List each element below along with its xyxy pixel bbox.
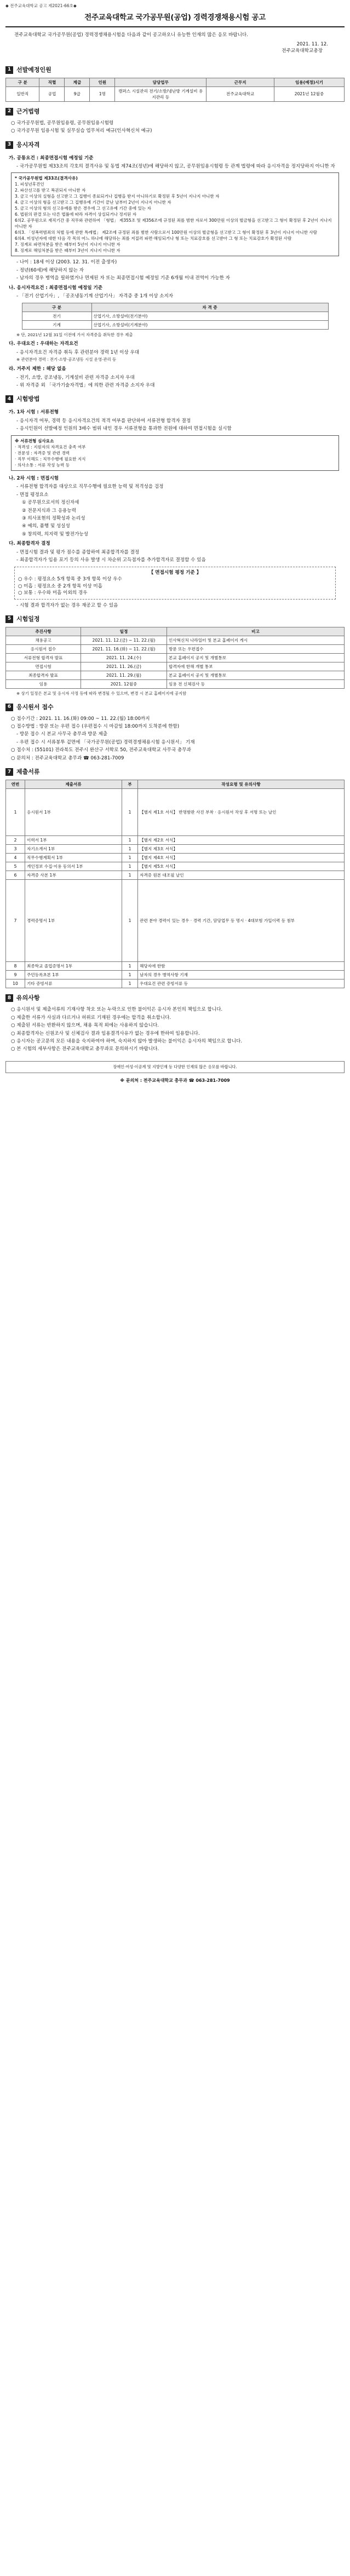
table-header: 자 격 증 (91, 303, 328, 312)
section-title: 응시원서 접수 (16, 703, 54, 711)
table-cell: 자격증 원본 대조필 날인 (138, 871, 345, 880)
note-item: ○ 제출된 서류는 반환하지 않으며, 채용 목적 외에는 사용하지 않습니다. (11, 1023, 159, 1029)
issuer: 전주교육대학교총장 (282, 48, 323, 54)
table-cell: 방문 또는 우편접수 (167, 644, 345, 653)
box-line: · 적격성 : 지원자의 자격요건 충족 여부 (15, 444, 86, 449)
table-header: 계급 (65, 78, 90, 87)
table-row (6, 671, 345, 679)
section-number: 2 (5, 108, 13, 116)
section-header-law (5, 107, 345, 116)
paragraph: - 면접시험 결과 및 평가 점수를 종합하여 최종합격자를 결정 (16, 549, 140, 555)
table-cell: 임용 (6, 679, 81, 688)
table-cell: 3 (6, 845, 25, 854)
interview-item: ① 공무원으로서의 정신자세 (22, 500, 79, 506)
table-row (6, 87, 345, 101)
box-line: 6의4. 미성년자에 대한 다음 각 목의 어느 하나에 해당하는 죄를 저질러 파면·해임되거나 형 또는 치료감호를 선고받아 그 형 또는 치료감호가 확정된 사람 (15, 236, 292, 241)
table-cell: 산업기사, 소방설비(기계분야) (91, 320, 328, 329)
table-row (22, 320, 328, 329)
requirement-table (22, 303, 329, 330)
announcement-number: ◆ 전주교육대학교 공고 제2021-66호◆ (5, 3, 77, 8)
box-line: · 의사소통 : 서류 작성 능력 등 (15, 462, 70, 468)
table-cell: 면접시험 (6, 662, 81, 671)
table-cell: 전기 (22, 312, 91, 320)
table-cell: 9 (6, 971, 25, 979)
table-cell: 서류전형 합격자 발표 (6, 653, 81, 662)
paragraph: ○ 접수기간 : 2021. 11. 16.(화) 09:00 ~ 11. 22.(월) 18:00까지 (11, 716, 150, 722)
box-line: 5. 금고 이상의 형의 선고유예를 받은 경우에 그 선고유예 기간 중에 있는 자 (15, 206, 151, 211)
box-line: 3. 금고 이상의 실형을 선고받고 그 집행이 종료되거나 집행을 받지 아니하기로 확정된 후 5년이 지나지 아니한 자 (15, 194, 220, 199)
section-number: 1 (5, 66, 13, 74)
section-title: 제출서류 (16, 768, 40, 776)
box-line: 6의2. 공무원으로 재직기간 중 직무와 관련하여 「형법」 제355조 및 제356조에 규정된 죄를 범한 자로서 300만원 이상의 벌금형을 선고받고 그 형이 확정된 후 2년이 지나지 아니한 자 (15, 218, 332, 229)
table-cell: 6 (6, 871, 25, 880)
sub-title: 나. 2차 시험 : 면접시험 (9, 475, 59, 481)
documents-table (5, 780, 345, 988)
paragraph: - 「전기 산업기사」, 「공조냉동기계 산업기사」 자격증 중 1개 이상 소지자 (16, 293, 174, 299)
table-header: 부 (122, 780, 138, 789)
paragraph: - 면접 평정요소 (16, 492, 49, 498)
table-cell: 1 (122, 971, 138, 979)
table-header: 제출서류 (25, 780, 122, 789)
table-row (6, 679, 345, 688)
table-cell: 응시원서 1부 (25, 789, 122, 836)
box-line: 2. 파산선고를 받고 복권되지 아니한 자 (15, 188, 86, 193)
sub-title: 라. 거주지 제한 : 해당 없음 (9, 366, 66, 372)
table-row (6, 971, 345, 979)
table-cell: 【별지 제2호 서식】 (138, 836, 345, 845)
table-cell: 자기소개서 1부 (25, 845, 122, 854)
interview-item: ② 전문지식과 그 응용능력 (22, 508, 76, 514)
table-cell: 4 (6, 854, 25, 862)
sub-title: 다. 우대요건 : 우대하는 자격요건 (9, 341, 78, 347)
note: ※ 상기 일정은 본교 및 응시자 사정 등에 따라 변경될 수 있으며, 변경 시 본교 홈페이지에 공지함 (16, 690, 187, 696)
box-line: · 전문성 : 자격증 및 관련 경력 (15, 450, 70, 456)
table-cell: 공업 (39, 87, 65, 101)
table-cell: 【별지 제1호 서식】 반명함판 사진 부착 · 응시원서 작성 후 서명 또는 날인 (138, 789, 345, 836)
interview-item: ③ 의사표현의 정확성과 논리성 (22, 515, 85, 521)
table-row (6, 836, 345, 845)
table-header: 직렬 (39, 78, 65, 87)
table-cell: 인사혁신처 나라일터 및 본교 홈페이지 게시 (167, 636, 345, 644)
box-line: ※ 서류전형 심사요소 (15, 438, 54, 443)
table-row (6, 962, 345, 971)
box-line: 1. 피성년후견인 (15, 182, 44, 187)
table-row (6, 636, 345, 644)
table-cell: 10 (6, 979, 25, 988)
section-title: 응시자격 (16, 141, 40, 148)
box-line: 6. 법원의 판결 또는 다른 법률에 따라 자격이 상실되거나 정지된 자 (15, 212, 137, 217)
section-number: 5 (5, 615, 13, 623)
table-cell: 1 (122, 962, 138, 971)
table-cell: 5 (6, 862, 25, 871)
table-header: 임용(예정)시기 (274, 78, 344, 87)
screening-criteria-box (11, 435, 339, 471)
box-line: 【 면접시험 평정 기준 】 (148, 569, 202, 575)
table-cell: 1 (122, 789, 138, 836)
table-cell: 2021. 11. 24.(수) (81, 653, 167, 662)
table-cell: 해당자에 한함 (138, 962, 345, 971)
table-cell: 임용 전 신체검사 등 (167, 679, 345, 688)
paragraph: - 전기, 소방, 공조냉동, 기계설비 관련 자격증 소지자 우대 (16, 374, 135, 381)
table-row (6, 662, 345, 671)
table-cell: 2021. 11. 29.(월) (81, 671, 167, 679)
sub-title: 다. 최종합격자 결정 (9, 541, 50, 547)
section-header-schedule (5, 615, 345, 624)
table-cell: 1 (122, 854, 138, 862)
table-row (6, 871, 345, 880)
paragraph: - 서류전형 합격자를 대상으로 직무수행에 필요한 능력 및 적격성을 검정 (16, 484, 164, 490)
table-cell: 합격자에 한해 개별 통보 (167, 662, 345, 671)
table-cell: 남자의 경우 병역사항 기재 (138, 971, 345, 979)
schedule-table (5, 627, 345, 689)
table-cell: 1 (122, 871, 138, 880)
table-cell: 직무수행계획서 1부 (25, 854, 122, 862)
table-cell: 주민등록초본 1부 (25, 971, 122, 979)
box-line: ○ 우수 : 평정요소 5개 항목 중 3개 항목 이상 우수 (18, 577, 122, 583)
table-cell: 최종학교 졸업증명서 1부 (25, 962, 122, 971)
box-line: 6의3. 「성폭력범죄의 처벌 등에 관한 특례법」 제2조에 규정된 죄를 범한 사람으로서 100만원 이상의 벌금형을 선고받고 그 형이 확정된 후 3년이 지나지 아니한 사람 (15, 230, 317, 235)
paragraph: - 정년(60세)에 해당하지 않는 자 (16, 267, 84, 273)
paragraph: ○ 접수방법 : 방문 또는 우편 접수 (우편접수 시 마감일 18:00까지 도착분에 한함) (11, 724, 180, 730)
table-row (6, 789, 345, 836)
table-header: 비고 (167, 627, 345, 636)
paragraph: - 남자의 경우 병역을 필하였거나 면제된 자 또는 최종면접시험 예정일 기준 6개월 이내 전역이 가능한 자 (16, 275, 230, 281)
table-cell: 본교 홈페이지 공지 및 개별통보 (167, 671, 345, 679)
table-cell: 【별지 제4호 서식】 (138, 854, 345, 862)
table-cell: 2021. 11. 16.(화) ~ 11. 22.(월) (81, 644, 167, 653)
interview-criteria-box (14, 567, 336, 600)
announcement-page (5, 0, 345, 1090)
table-cell: 전주교육대학교 (206, 87, 274, 101)
table-cell: 2021. 11. 26.(금) (81, 662, 167, 671)
table-row (6, 653, 345, 662)
interview-item: ⑤ 창의력, 의지력 및 발전가능성 (22, 531, 88, 537)
table-header: 작성요령 및 유의사항 (138, 780, 345, 789)
box-line: 4. 금고 이상의 형을 선고받고 그 집행유예 기간이 끝난 날부터 2년이 지나지 아니한 자 (15, 200, 171, 205)
table-cell: 경력증명서 1부 (25, 880, 122, 962)
box-line: ○ 미흡 : 평정요소 중 2개 항목 이상 미흡 (18, 583, 102, 589)
note-item: ○ 본 시험의 세부사항은 전주교육대학교 총무과로 문의하시기 바랍니다. (11, 1046, 159, 1052)
table-row (6, 979, 345, 988)
paragraph: - 우편 접수 시 서류봉투 겉면에 「국가공무원(공업) 경력경쟁채용시험 응시원서」 기재 (16, 739, 195, 745)
paragraph: ○ 문의처 : 전주교육대학교 총무과 ☎ 063-281-7009 (11, 755, 124, 761)
interview-item: ④ 예의, 품행 및 성실성 (22, 523, 70, 529)
table-header: 근무지 (206, 78, 274, 87)
section-header-exam (5, 395, 345, 404)
table-cell: 【별지 제3호 서식】 (138, 845, 345, 854)
recruit-table (5, 78, 345, 102)
table-header: 일정 (81, 627, 167, 636)
section-number: 6 (5, 704, 13, 711)
paragraph: - 국가공무원법 제33조의 각호의 결격사유 및 동법 제74조(정년)에 해당하지 않고, 공무원임용시험령 등 관계 법령에 따라 응시자격을 정지당하지 아니한 자 (16, 163, 335, 169)
table-cell: 우대요건 관련 증빙서류 등 (138, 979, 345, 988)
table-cell: 채용공고 (6, 636, 81, 644)
section-header-qualification (5, 141, 345, 149)
box-line: ○ 보통 : 우수와 미흡 이외의 경우 (18, 590, 88, 596)
table-cell: 이력서 1부 (25, 836, 122, 845)
section-number: 7 (5, 768, 13, 776)
sub-title: 나. 응시자격요건 : 최종면접시험 예정일 기준 (9, 285, 103, 291)
table-cell: 7 (6, 880, 25, 962)
law-item: ○ 국가공무원법, 공무원임용령, 공무원임용시험령 (11, 120, 114, 126)
section-header-documents (5, 768, 345, 776)
table-cell: 캠퍼스 시설관리 전기/소방/냉난방 기계설비 유지관리 등 (115, 87, 206, 101)
paragraph: - 시험 결과 합격자가 없는 경우 재공고 할 수 있음 (16, 602, 118, 608)
note-item: ○ 응시원서 및 제출서류의 기재사항 착오 또는 누락으로 인한 불이익은 응시자 본인의 책임으로 합니다. (11, 1007, 223, 1013)
table-cell: 1 (122, 845, 138, 854)
section-number: 3 (5, 141, 13, 149)
contact-info: ※ 문의처 : 전주교육대학교 총무과 ☎ 063-281-7009 (120, 1078, 230, 1084)
paragraph: - 나이 : 18세 이상 (2003. 12. 31. 이전 출생자) (16, 260, 117, 266)
section-title: 근거법령 (16, 107, 40, 115)
table-row (6, 845, 345, 854)
section-header-application (5, 703, 345, 712)
table-header: 연번 (6, 780, 25, 789)
note-item: ○ 응시자는 공고문의 모든 내용을 숙지하여야 하며, 숙지하지 않아 발생하는 불이익은 응시자의 책임으로 합니다. (11, 1038, 243, 1044)
table-cell: 2021년 12월중 (274, 87, 344, 101)
note-item: ○ 제출한 서류가 사실과 다르거나 허위로 기재된 경우에는 합격을 취소합니다. (11, 1015, 171, 1021)
table-row (6, 854, 345, 862)
table-cell: 1명 (90, 87, 115, 101)
paragraph: ○ 접수처 : (55101) 전라북도 전주시 완산구 서학로 50, 전주교육대학교 사무국 총무과 (11, 747, 191, 753)
table-cell: 관련 분야 경력이 있는 경우 · 경력 기간, 담당업무 등 명시 · 4대보험 가입이력 등 첨부 (138, 880, 345, 962)
table-header: 추진사항 (6, 627, 81, 636)
section-header-notes (5, 994, 345, 1002)
section-title: 시험방법 (16, 395, 40, 403)
table-cell: 8 (6, 962, 25, 971)
table-cell: 1 (122, 880, 138, 962)
table-cell: 기계 (22, 320, 91, 329)
table-header: 구 분 (6, 78, 39, 87)
table-cell: 산업기사, 소방설비(전기분야) (91, 312, 328, 320)
table-row (6, 880, 345, 962)
note: ※ 단, 2021년 12월 31일 이전에 가서 자격증을 취득한 경우 제출 (16, 332, 133, 337)
table-header: 담당업무 (115, 78, 206, 87)
table-cell: 2021. 12월중 (81, 679, 167, 688)
table-header: 구 분 (22, 303, 91, 312)
table-cell: 1 (6, 789, 25, 836)
footer-notice: 장애인·여성·이공계 및 지방인재 등 다양한 인재의 많은 응모를 바랍니다. (5, 1061, 345, 1073)
table-cell: 9급 (65, 87, 90, 101)
disqualification-box (11, 172, 339, 256)
table-cell: 응시원서 접수 (6, 644, 81, 653)
box-line: 7. 징계로 파면처분을 받은 때부터 5년이 지나지 아니한 자 (15, 242, 121, 247)
table-cell: 자격증 사본 1부 (25, 871, 122, 880)
table-cell: 최종합격자 발표 (6, 671, 81, 679)
table-row (6, 862, 345, 871)
section-title: 유의사항 (16, 994, 40, 1002)
table-cell: 본교 홈페이지 공지 및 개별통보 (167, 653, 345, 662)
table-cell: 2 (6, 836, 25, 845)
section-title: 선발예정인원 (16, 66, 51, 73)
intro-text: 전주교육대학교 국가공무원(공업) 경력경쟁채용시험을 다음과 같이 공고하오니 유능한 인재의 많은 응모 바랍니다. (14, 32, 248, 38)
section-header-recruit (5, 66, 345, 74)
note-item: ○ 최종합격자는 신원조사 및 신체검사 결과 임용결격사유가 없는 경우에 한하여 임용합니다. (11, 1030, 200, 1036)
box-line: · 직무 이해도 : 직무수행에 필요한 지식 (15, 456, 86, 462)
box-line: 8. 징계로 해임처분을 받은 때부터 3년이 지나지 아니한 자 (15, 248, 121, 253)
table-cell: 개인정보 수집·이용 동의서 1부 (25, 862, 122, 871)
paragraph: - 최종합격자가 임용 포기 등의 사유 발생 시 차순위 고득점자를 추가합격자로 결정할 수 있음 (16, 557, 206, 563)
section-title: 시험일정 (16, 615, 40, 623)
paragraph: - 위 자격증 외 「국가기술자격법」에 의한 관련 자격증 소지자 우대 (16, 382, 155, 388)
table-cell: 1 (122, 836, 138, 845)
paragraph: - 방문 접수 시 본교 사무국 총무과 방문 제출 (16, 731, 108, 737)
table-cell: 1 (122, 979, 138, 988)
page-title: 전주교육대학교 국가공무원(공업) 경력경쟁채용시험 공고 (5, 10, 345, 28)
law-item: ○ 국가공무원 임용시험 및 실무실습 업무처리 예규(인사혁신처 예규) (11, 128, 152, 134)
paragraph: - 응시인원이 선발예정 인원의 3배수 범위 내인 경우 서류전형을 통과한 전원에 대하여 면접시험을 실시함 (16, 426, 232, 432)
table-cell: 일반직 (6, 87, 39, 101)
sub-title: 가. 1차 시험 : 서류전형 (9, 410, 59, 416)
announce-date: 2021. 11. 12. (296, 41, 328, 47)
table-cell: 기타 증빙서류 (25, 979, 122, 988)
paragraph: - 응시자격요건 자격증 취득 후 관련분야 경력 1년 이상 우대 (16, 349, 140, 355)
note: ※ 관련분야 경력 : 전기·소방·공조냉동 시설 운영·관리 등 (16, 357, 117, 362)
section-number: 8 (5, 994, 13, 1002)
box-line: * 국가공무원법 제33조(결격사유) (15, 176, 78, 181)
table-header: 인원 (90, 78, 115, 87)
table-row (22, 312, 328, 320)
section-number: 4 (5, 395, 13, 403)
table-row (6, 644, 345, 653)
sub-title: 가. 공통요건 : 최종면접시험 예정일 기준 (9, 155, 94, 161)
table-cell: 2021. 11. 12.(금) ~ 11. 22.(월) (81, 636, 167, 644)
table-cell: 【별지 제5호 서식】 (138, 862, 345, 871)
paragraph: - 응시자격 여부, 경력 등 응시자격요건의 적격 여부를 판단하여 서류전형 합격자 결정 (16, 418, 191, 424)
table-cell: 1 (122, 862, 138, 871)
